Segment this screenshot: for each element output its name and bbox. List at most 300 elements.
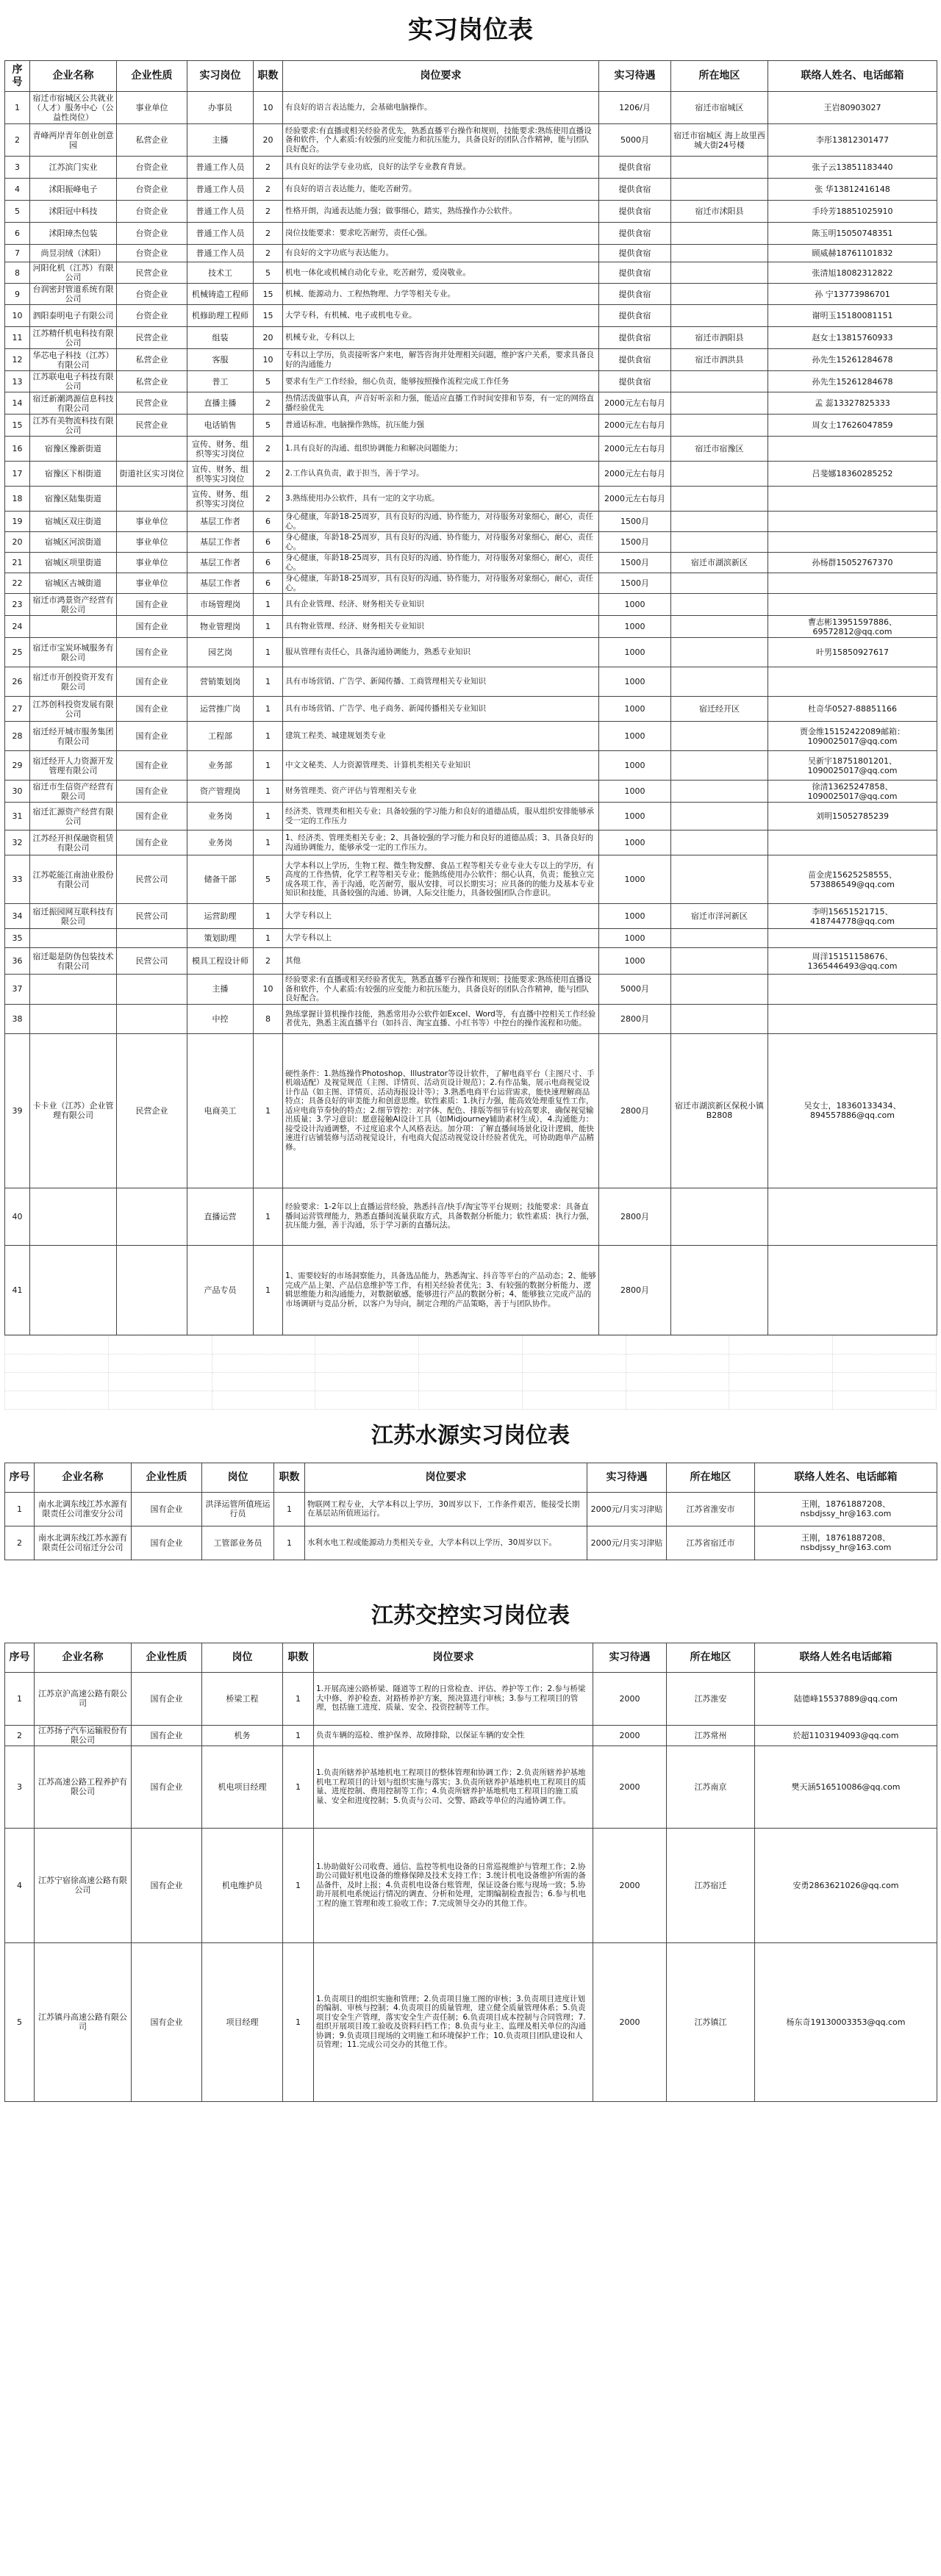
cell-contact: 苗金虎15625258555、573886549@qq.com [768,855,937,904]
cell-position: 项目经理 [202,1942,283,2101]
cell-count: 2 [254,223,283,245]
blank-cell [5,1391,109,1409]
cell-company: 宿迁市鸿景资产经营有限公司 [30,594,117,616]
cell-company: 江苏滨门实业 [30,157,117,179]
cell-count: 10 [254,975,283,1005]
cell-count: 20 [254,327,283,349]
cell-pay: 2800月 [599,1033,671,1188]
cell-company: 南水北调东线江苏水源有限责任公司淮安分公司 [35,1492,132,1526]
cell-region [671,975,768,1005]
header-pay: 实习待遇 [587,1463,667,1492]
cell-contact: 谢明玉15180081151 [768,305,937,327]
table-row [5,616,937,638]
cell-req: 有良好的语言表达能力，能吃苦耐劳。 [283,179,599,201]
cell-pay: 1000 [599,948,671,975]
cell-req: 身心健康，年龄18-25周岁，具有良好的沟通、协作能力，对待服务对象细心，耐心，责任心。 [283,573,599,594]
cell-contact [768,512,937,532]
cell-no: 39 [5,1033,30,1188]
cell-company [30,929,117,948]
cell-position: 资产管理岗 [187,781,254,803]
cell-nature: 国有企业 [117,803,187,830]
cell-req: 岗位技能要求：要求吃苦耐劳，责任心强。 [283,223,599,245]
cell-company: 台润密封管道系统有限公司 [30,284,117,305]
blank-cell [108,1354,212,1372]
cell-contact: 吕斐娜18360285252 [768,462,937,487]
cell-company: 宿迁经开人力资源开发管理有限公司 [30,751,117,781]
cell-region [671,512,768,532]
cell-count: 1 [254,929,283,948]
cell-contact [768,1004,937,1033]
table-header-row [5,61,937,92]
cell-position: 主播 [187,124,254,157]
cell-company: 宿迁经开城市服务集团有限公司 [30,722,117,751]
cell-contact: 贾金维15152422089邮箱：1090025017@qq.com [768,722,937,751]
cell-nature: 民营公司 [117,948,187,975]
cell-contact: 张清旭18082312822 [768,262,937,284]
cell-position: 业务岗 [187,830,254,855]
cell-region [671,722,768,751]
cell-req: 负责车辆的巡检、维护保养、故障排除，以保证车辆的安全性 [314,1725,593,1746]
cell-req: 中文文秘类、人力资源管理类、计算机类相关专业知识 [283,751,599,781]
blank-cell [522,1335,626,1354]
table-2-body [5,1492,937,1560]
blank-cell [212,1391,315,1409]
table-header-row [5,1643,937,1672]
cell-req: 有良好的语言表达能力，会基础电脑操作。 [283,92,599,124]
cell-company: 宿豫区下相街道 [30,462,117,487]
header-position: 岗位 [202,1643,283,1672]
table-row [5,781,937,803]
cell-contact [768,594,937,616]
cell-contact: 吴女士，18360133434、894557886@qq.com [768,1033,937,1188]
cell-no: 3 [5,1746,35,1828]
cell-req: 有良好的文字功底与表达能力。 [283,245,599,262]
cell-position: 模具工程设计师 [187,948,254,975]
cell-no: 4 [5,179,30,201]
cell-count: 1 [254,667,283,697]
table-1-body [5,92,937,1335]
cell-req: 要求有生产工作经验，细心负责，能够按照操作流程完成工作任务 [283,371,599,392]
cell-contact: 叶男15850927617 [768,638,937,667]
cell-position: 普通工作人员 [187,157,254,179]
cell-position: 技术工 [187,262,254,284]
table-row [5,1725,937,1746]
header-contact: 联络人姓名、电话邮箱 [768,61,937,92]
cell-pay: 2000元左右每月 [599,415,671,437]
cell-region [671,1245,768,1335]
cell-position: 机务 [202,1725,283,1746]
cell-contact: 孙杨群15052767370 [768,553,937,573]
cell-req: 大学本科以上学历，生物工程、微生物发酵、食品工程等相关专业专业大专以上的学历，有高度的工作热情，化学工程等相关专业；能熟练使用办公软件；细心认真，负责；能独立完成各项工作，善于沟通，吃苦耐劳，服从安排，可以长期实习；应具备的的能力及基本专业知识和技能，具备较强的沟通、协调，人际交往能力，具备较强团队合作意识。 [283,855,599,904]
cell-contact: 刘明15052785239 [768,803,937,830]
cell-nature [117,929,187,948]
cell-company: 江苏宁宿徐高速公路有限公司 [35,1828,132,1942]
cell-req: 水利水电工程或能源动力类相关专业，大学本科以上学历，30周岁以下。 [305,1526,587,1560]
cell-nature: 事业单位 [117,553,187,573]
cell-nature: 国有企业 [117,830,187,855]
cell-pay: 5000月 [599,975,671,1005]
cell-nature: 事业单位 [117,512,187,532]
table-row [5,667,937,697]
cell-req: 热情活泼做事认真，声音好听亲和力强，能适应直播工作时间安排和节奏，有一定的网络直播经验优先 [283,392,599,415]
cell-region: 宿迁市洋河新区 [671,904,768,929]
cell-pay: 1000 [599,781,671,803]
cell-contact: 李明15651521715、418744778@qq.com [768,904,937,929]
cell-pay: 1000 [599,616,671,638]
cell-position: 运营推广岗 [187,697,254,722]
cell-req: 经验要求:有直播或相关经验者优先，熟悉直播平台操作和规则，技能要求:熟练使用直播设备和软件，个人素质:有较强的应变能力和抗压能力，具备良好的团队合作精神，能与团队良好配合。 [283,124,599,157]
cell-nature: 民营公司 [117,904,187,929]
cell-position: 宣传、财务、组织等实习岗位 [187,437,254,462]
cell-count: 2 [254,245,283,262]
cell-position: 中控 [187,1004,254,1033]
table-row [5,929,937,948]
cell-count: 1 [274,1492,305,1526]
cell-position: 机械铸造工程师 [187,284,254,305]
cell-count: 1 [283,1746,314,1828]
cell-company: 沭阳冠中科技 [30,201,117,223]
cell-no: 40 [5,1188,30,1245]
cell-pay: 5000月 [599,124,671,157]
cell-contact: 王岩80903027 [768,92,937,124]
table-row [5,803,937,830]
cell-region [671,462,768,487]
cell-region [671,179,768,201]
header-position: 实习岗位 [187,61,254,92]
cell-company [30,1004,117,1033]
blank-cell [626,1372,729,1391]
cell-region: 江苏省宿迁市 [667,1526,755,1560]
cell-nature: 国有企业 [132,1492,202,1526]
cell-nature: 国有企业 [132,1526,202,1560]
cell-pay: 提供食宿 [599,284,671,305]
cell-company: 宿城区项里街道 [30,553,117,573]
cell-position: 产品专员 [187,1245,254,1335]
cell-no: 32 [5,830,30,855]
cell-req: 经验要求:有直播或相关经验者优先，熟悉直播平台操作和规则；技能要求:熟练使用直播设备和软件，个人素质:有较强的应变能力和抗压能力，具备良好的团队合作精神，能与团队良好配合。 [283,975,599,1005]
cell-pay: 1500月 [599,553,671,573]
cell-position: 普通工作人员 [187,179,254,201]
header-no: 序号 [5,61,30,92]
blank-cell [626,1335,729,1354]
cell-req: 具有良好的法学专业功底，良好的法学专业教育背景。 [283,157,599,179]
cell-pay: 2000元左右每月 [599,462,671,487]
header-company: 企业名称 [35,1463,132,1492]
cell-region [671,245,768,262]
internship-table [4,60,937,1335]
cell-position: 工管部业务员 [202,1526,274,1560]
cell-pay: 2000 [593,1672,667,1725]
cell-count: 5 [254,415,283,437]
cell-pay: 1000 [599,594,671,616]
cell-contact [768,975,937,1005]
cell-pay: 2000 [593,1942,667,2101]
table-row [5,305,937,327]
blank-cell [729,1372,833,1391]
cell-region [671,1188,768,1245]
cell-count: 2 [254,437,283,462]
cell-position: 机电维护员 [202,1828,283,1942]
header-requirements: 岗位要求 [314,1643,593,1672]
header-company: 企业名称 [30,61,117,92]
cell-pay: 提供食宿 [599,305,671,327]
cell-count: 2 [254,179,283,201]
cell-region: 宿迁经开区 [671,697,768,722]
blank-cell [833,1354,937,1372]
cell-nature: 民营企业 [117,392,187,415]
cell-company: 泗阳泰明电子有限公司 [30,305,117,327]
cell-position: 机修助理工程师 [187,305,254,327]
cell-nature [117,1245,187,1335]
cell-pay: 2000元/月实习津贴 [587,1526,667,1560]
cell-region: 宿迁市湖滨新区保税小镇B2808 [671,1033,768,1188]
header-count: 职数 [274,1463,305,1492]
cell-nature: 私营企业 [117,371,187,392]
cell-req: 机械、能源动力、工程热物理、力学等相关专业。 [283,284,599,305]
blank-cell [419,1372,523,1391]
cell-req: 1.协助做好公司收费、通信、监控等机电设备的日常巡视维护与管理工作；2.协助公司做好机电设备的维修保障及技术支持工作；3.统计机电设备维护所需的备品备件，及时上报；4.负责机电设备台账管理，保证设备台账与现场一致；5.协助开展机电系统运行情况的调查、分析和处理，定期编制检查报告；6.参与机电工程的施工管理和竣工验收工作；7.完成领导交办的其他工作。 [314,1828,593,1942]
cell-position: 基层工作者 [187,573,254,594]
cell-no: 13 [5,371,30,392]
cell-no: 29 [5,751,30,781]
cell-region: 江苏镇江 [667,1942,755,2101]
cell-region [671,532,768,553]
table-row [5,415,937,437]
cell-position: 策划助理 [187,929,254,948]
cell-company: 宿迁汇源资产经营有限公司 [30,803,117,830]
cell-nature: 国有企业 [117,781,187,803]
table-row [5,1746,937,1828]
cell-no: 24 [5,616,30,638]
blank-cell [212,1354,315,1372]
table-row [5,1526,937,1560]
cell-req: 1.负责所辖养护基地机电工程项目的整体管理和协调工作；2.负责所辖养护基地机电工程项目的计划与组织实施与落实；3.负责所辖养护基地机电工程项目的质量、进度控制、费用控制等工作；4.负责所辖养护基地机电工程项目的施工质量、安全和进度控制；5.负责与公司、交警、路政等单位的沟通协调工作。 [314,1746,593,1828]
cell-contact [768,929,937,948]
cell-count: 2 [254,462,283,487]
table-row [5,904,937,929]
cell-req: 身心健康，年龄18-25周岁，具有良好的沟通、协作能力，对待服务对象细心，耐心，责任心。 [283,532,599,553]
header-region: 所在地区 [671,61,768,92]
cell-contact: 顾威赫18761101832 [768,245,937,262]
table-row [5,1245,937,1335]
blank-cell [315,1391,419,1409]
cell-position: 组装 [187,327,254,349]
cell-company: 青峰两岸青年创业创意园 [30,124,117,157]
table-row [5,830,937,855]
cell-no: 9 [5,284,30,305]
table-row [5,157,937,179]
cell-company: 江苏扬子汽车运输股份有限公司 [35,1725,132,1746]
cell-nature: 台资企业 [117,305,187,327]
cell-region [671,803,768,830]
cell-no: 21 [5,553,30,573]
cell-count: 6 [254,553,283,573]
cell-company: 宿迁新潮鸿源信息科技有限公司 [30,392,117,415]
cell-count: 1 [254,751,283,781]
blank-cell [5,1372,109,1391]
cell-region [671,305,768,327]
cell-count: 1 [274,1526,305,1560]
cell-company: 江苏京沪高速公路有限公司 [35,1672,132,1725]
cell-pay: 提供食宿 [599,157,671,179]
table-row [5,1828,937,1942]
blank-cell [833,1335,937,1354]
blank-cell [5,1354,109,1372]
header-nature: 企业性质 [132,1643,202,1672]
blank-cell [419,1335,523,1354]
cell-contact [768,437,937,462]
header-pay: 实习待遇 [593,1643,667,1672]
cell-pay: 2000 [593,1725,667,1746]
cell-count: 2 [254,157,283,179]
table-row [5,553,937,573]
header-no: 序号 [5,1643,35,1672]
cell-region [671,751,768,781]
cell-contact: 杜奇华0527-88851166 [768,697,937,722]
cell-no: 7 [5,245,30,262]
cell-pay: 1500月 [599,532,671,553]
blank-cell [315,1354,419,1372]
cell-count: 1 [254,803,283,830]
cell-nature: 民营企业 [117,1033,187,1188]
table-row [5,1672,937,1725]
cell-contact: 赵女士13815760933 [768,327,937,349]
cell-contact [768,667,937,697]
header-position: 岗位 [202,1463,274,1492]
header-region: 所在地区 [667,1463,755,1492]
header-requirements: 岗位要求 [305,1463,587,1492]
blank-cell [522,1354,626,1372]
table-row [5,573,937,594]
cell-no: 19 [5,512,30,532]
cell-company: 南水北调东线江苏水源有限责任公司宿迁分公司 [35,1526,132,1560]
cell-position: 基层工作者 [187,512,254,532]
cell-no: 27 [5,697,30,722]
cell-contact [768,573,937,594]
cell-req: 大学专科以上 [283,929,599,948]
cell-position: 物业管理岗 [187,616,254,638]
cell-position: 普通工作人员 [187,245,254,262]
cell-pay: 提供食宿 [599,371,671,392]
cell-nature [117,1188,187,1245]
cell-count: 6 [254,512,283,532]
cell-contact: 周洋15151158676、1365446493@qq.com [768,948,937,975]
cell-nature [117,1004,187,1033]
cell-company: 宿迁市宿城区公共就业（人才）服务中心（公益性岗位） [30,92,117,124]
cell-req: 1、需要较好的市场洞察能力，具备选品能力，熟悉淘宝、抖音等平台的产品动态；2、能够完成产品上架、产品信息维护等工作，有相关经验者优先；3、有较强的数据分析能力、逻辑思维能力和沟通能力，对数据敏感，能够进行产品的数据分析；4、能够独立完成产品的市场调研与竞品分析，以客户为导向，制定合理的产品策略，善于与团队协作。 [283,1245,599,1335]
cell-region [671,371,768,392]
cell-region: 宿迁市宿豫区 [671,437,768,462]
cell-no: 1 [5,92,30,124]
blank-row [5,1335,937,1354]
cell-no: 16 [5,437,30,462]
cell-company: 江苏经开担保融资租赁有限公司 [30,830,117,855]
header-requirements: 岗位要求 [283,61,599,92]
cell-nature: 私营企业 [117,124,187,157]
cell-no: 11 [5,327,30,349]
cell-company: 宿迁振园网互联科技有限公司 [30,904,117,929]
cell-no: 2 [5,1725,35,1746]
cell-region [671,594,768,616]
cell-req: 财务管理类、资产评估与管理相关专业 [283,781,599,803]
cell-req: 1.开展高速公路桥梁、隧道等工程的日常检查、评估、养护等工作；2.参与桥梁大中修、养护检查、对路桥养护方案，预决算进行审核；3.参与工程项目的管理，包括施工进度、质量、安全、投资控制等工作。 [314,1672,593,1725]
cell-contact [768,830,937,855]
cell-region [671,415,768,437]
cell-nature: 国有企业 [117,667,187,697]
blank-cell [5,1335,109,1354]
blank-cell [212,1372,315,1391]
cell-count: 1 [254,781,283,803]
cell-count: 1 [283,1725,314,1746]
table-row [5,1942,937,2101]
table-row [5,1188,937,1245]
cell-req: 经济类、管理类和相关专业；具备较强的学习能力和良好的道德品质，服从组织安排能够承受一定的工作压力 [283,803,599,830]
header-count: 职数 [283,1643,314,1672]
cell-nature: 国有企业 [117,638,187,667]
table-row [5,697,937,722]
cell-region: 宿迁市沭阳县 [671,201,768,223]
cell-contact: 王刚，18761887208、nsbdjssy_hr@163.com [755,1526,937,1560]
cell-count: 5 [254,371,283,392]
cell-position: 营销策划岗 [187,667,254,697]
table-row [5,512,937,532]
cell-contact: 王刚，18761887208、nsbdjssy_hr@163.com [755,1492,937,1526]
cell-req: 性格开朗，沟通表达能力强；做事细心，踏实，熟练操作办公软件。 [283,201,599,223]
cell-no: 33 [5,855,30,904]
cell-pay: 2000 [593,1746,667,1828]
cell-pay: 2000元/月实习津贴 [587,1492,667,1526]
table-row [5,179,937,201]
cell-count: 8 [254,1004,283,1033]
cell-contact: 张 华13812416148 [768,179,937,201]
cell-contact: 樊天涵516510086@qq.com [755,1746,937,1828]
cell-count: 10 [254,349,283,371]
header-nature: 企业性质 [132,1463,202,1492]
cell-contact: 孙先生15261284678 [768,349,937,371]
cell-count: 6 [254,573,283,594]
cell-company [30,975,117,1005]
cell-req: 普通话标准，电脑操作熟练，抗压能力强 [283,415,599,437]
cell-region: 宿迁市湖滨新区 [671,553,768,573]
cell-company: 宿城区古城街道 [30,573,117,594]
cell-company: 江苏创科投资发展有限公司 [30,697,117,722]
table-row [5,1004,937,1033]
cell-contact: 手玲芳18851025910 [768,201,937,223]
water-internship-table [4,1463,937,1560]
header-nature: 企业性质 [117,61,187,92]
cell-nature: 民营企业 [117,327,187,349]
cell-region: 宿迁市泗洪县 [671,349,768,371]
table-row [5,594,937,616]
header-no: 序号 [5,1463,35,1492]
cell-company: 卡卡业（江苏）企业管理有限公司 [30,1033,117,1188]
cell-req: 具有企业管理、经济、财务相关专业知识 [283,594,599,616]
cell-company: 江苏高速公路工程养护有限公司 [35,1746,132,1828]
cell-pay: 2800月 [599,1188,671,1245]
cell-region [671,929,768,948]
cell-company: 河阳化机（江苏）有限公司 [30,262,117,284]
cell-pay: 1000 [599,830,671,855]
cell-no: 37 [5,975,30,1005]
cell-req: 服从管理有责任心，具备沟通协调能力，熟悉专业知识 [283,638,599,667]
cell-region: 江苏南京 [667,1746,755,1828]
cell-no: 23 [5,594,30,616]
cell-pay: 1000 [599,638,671,667]
cell-no: 36 [5,948,30,975]
cell-req: 机械专业，专科以上 [283,327,599,349]
cell-count: 1 [283,1672,314,1725]
table-row [5,392,937,415]
